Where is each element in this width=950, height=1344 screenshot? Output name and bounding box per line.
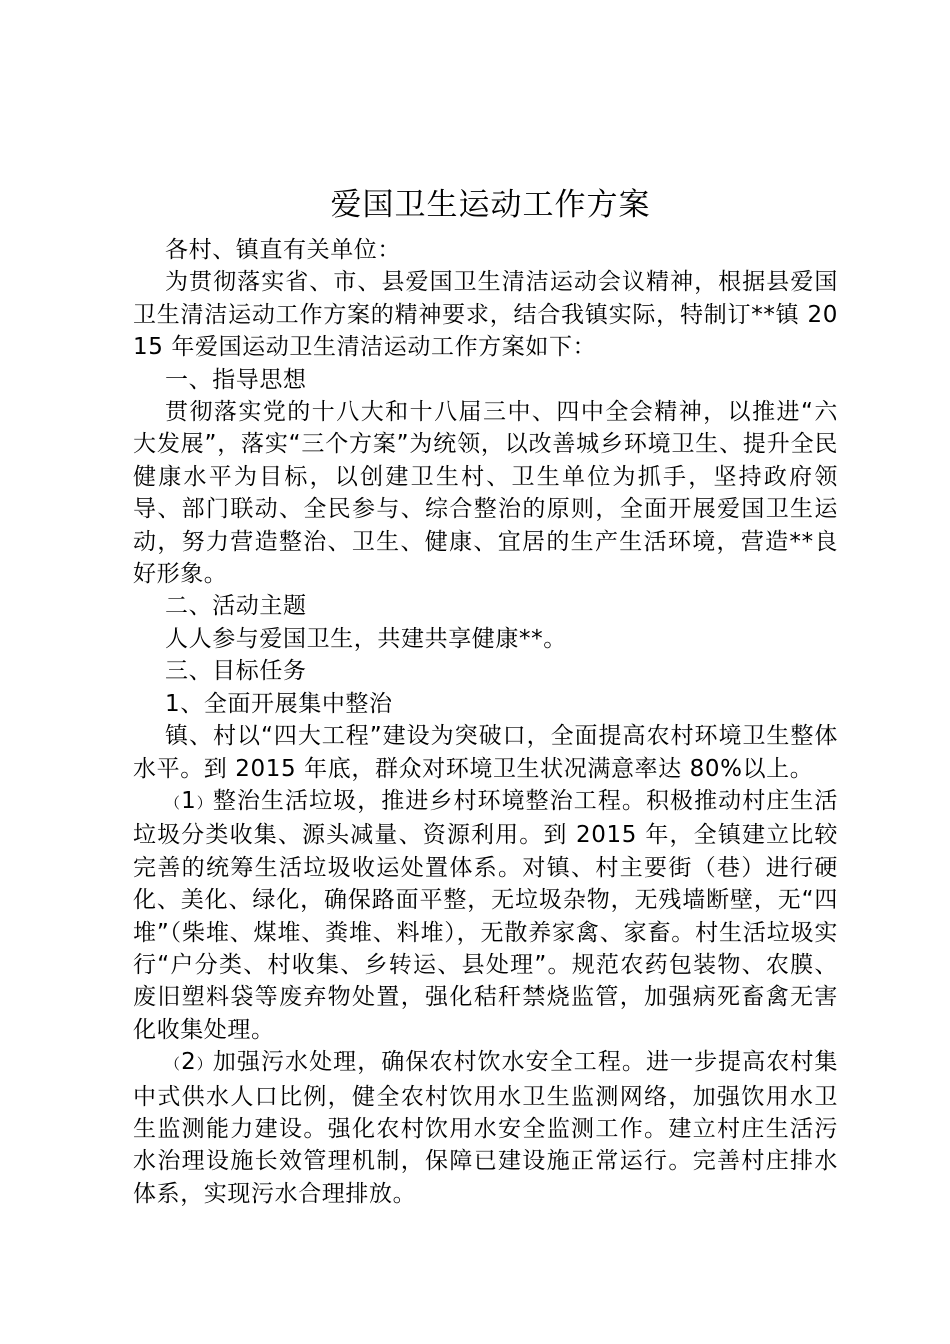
item-1-number: 1 — [181, 787, 197, 814]
item-1-text: 整治生活垃圾，推进乡村环境整治工程。积极推动村庄生活垃圾分类收集、源头减量、资源利用。到 2015 年，全镇建立比较完善的统筹生活垃圾收运处置体系。对镇、村主要街（巷）进行硬化、美化、绿化，确保路面平整，无垃圾杂物，无残墙断壁，无“四堆”（柴堆、煤堆、粪堆、料堆），无散养家禽、家畜。村生活垃圾实行“户分类、村收集、乡转运、县处理”。规范农药包装物、农膜、废旧塑料袋等废弃物处置，强化秸秆禁烧监管，加强病死畜禽无害化收集处理。 — [133, 787, 838, 1043]
intro-paragraph: 为贯彻落实省、市、县爱国卫生清洁运动会议精神，根据县爱国卫生清洁运动工作方案的精神要求，结合我镇实际，特制订**镇 2015 年爱国运动卫生清洁运动工作方案如下： — [133, 269, 838, 361]
item-1-close-paren: ） — [196, 793, 213, 812]
guiding-ideology-paragraph: 贯彻落实党的十八大和十八届三中、四中全会精神，以推进“六大发展”，落实“三个方案”为统领，以改善城乡环境卫生、提升全民健康水平为目标，以创建卫生村、卫生单位为抓手，坚持政府领导、部门联动、全民参与、综合整治的原则，全面开展爱国卫生运动，努力营造整治、卫生、健康、宜居的生产生活环境，营造**良好形象。 — [133, 399, 838, 588]
item-2-close-paren: ） — [196, 1055, 213, 1074]
section-heading-goals: 三、目标任务 — [165, 658, 307, 685]
item-2-text: 加强污水处理，确保农村饮水安全工程。进一步提高农村集中式供水人口比例，健全农村饮用水卫生监测网络，加强饮用水卫生监测能力建设。强化农村饮用水安全监测工作。建立村庄生活污水治理设施长效管理机制，保障已建设施正常运行。完善村庄排水体系，实现污水合理排放。 — [133, 1049, 838, 1207]
section-heading-guiding-ideology: 一、指导思想 — [165, 366, 307, 393]
document-body — [133, 180, 838, 1210]
document-title: 爱国卫生运动工作方案 — [330, 187, 651, 223]
item-2-paragraph — [133, 1046, 838, 1210]
item-1-paragraph — [133, 785, 838, 1046]
item-2-open-paren: （ — [165, 1055, 182, 1074]
salutation: 各村、镇直有关单位： — [165, 237, 401, 263]
rectification-paragraph: 镇、村以“四大工程”建设为突破口，全面提高农村环境卫生整体水平。到 2015 年底，群众对环境卫生状况满意率达 80%以上。 — [133, 723, 838, 782]
subsection-heading-rectification: 1、全面开展集中整治 — [165, 690, 393, 717]
item-1-open-paren: （ — [165, 793, 182, 812]
activity-theme-paragraph: 人人参与爱国卫生，共建共享健康**。 — [165, 625, 567, 652]
item-2-number: 2 — [181, 1049, 197, 1076]
section-heading-activity-theme: 二、活动主题 — [165, 593, 307, 620]
